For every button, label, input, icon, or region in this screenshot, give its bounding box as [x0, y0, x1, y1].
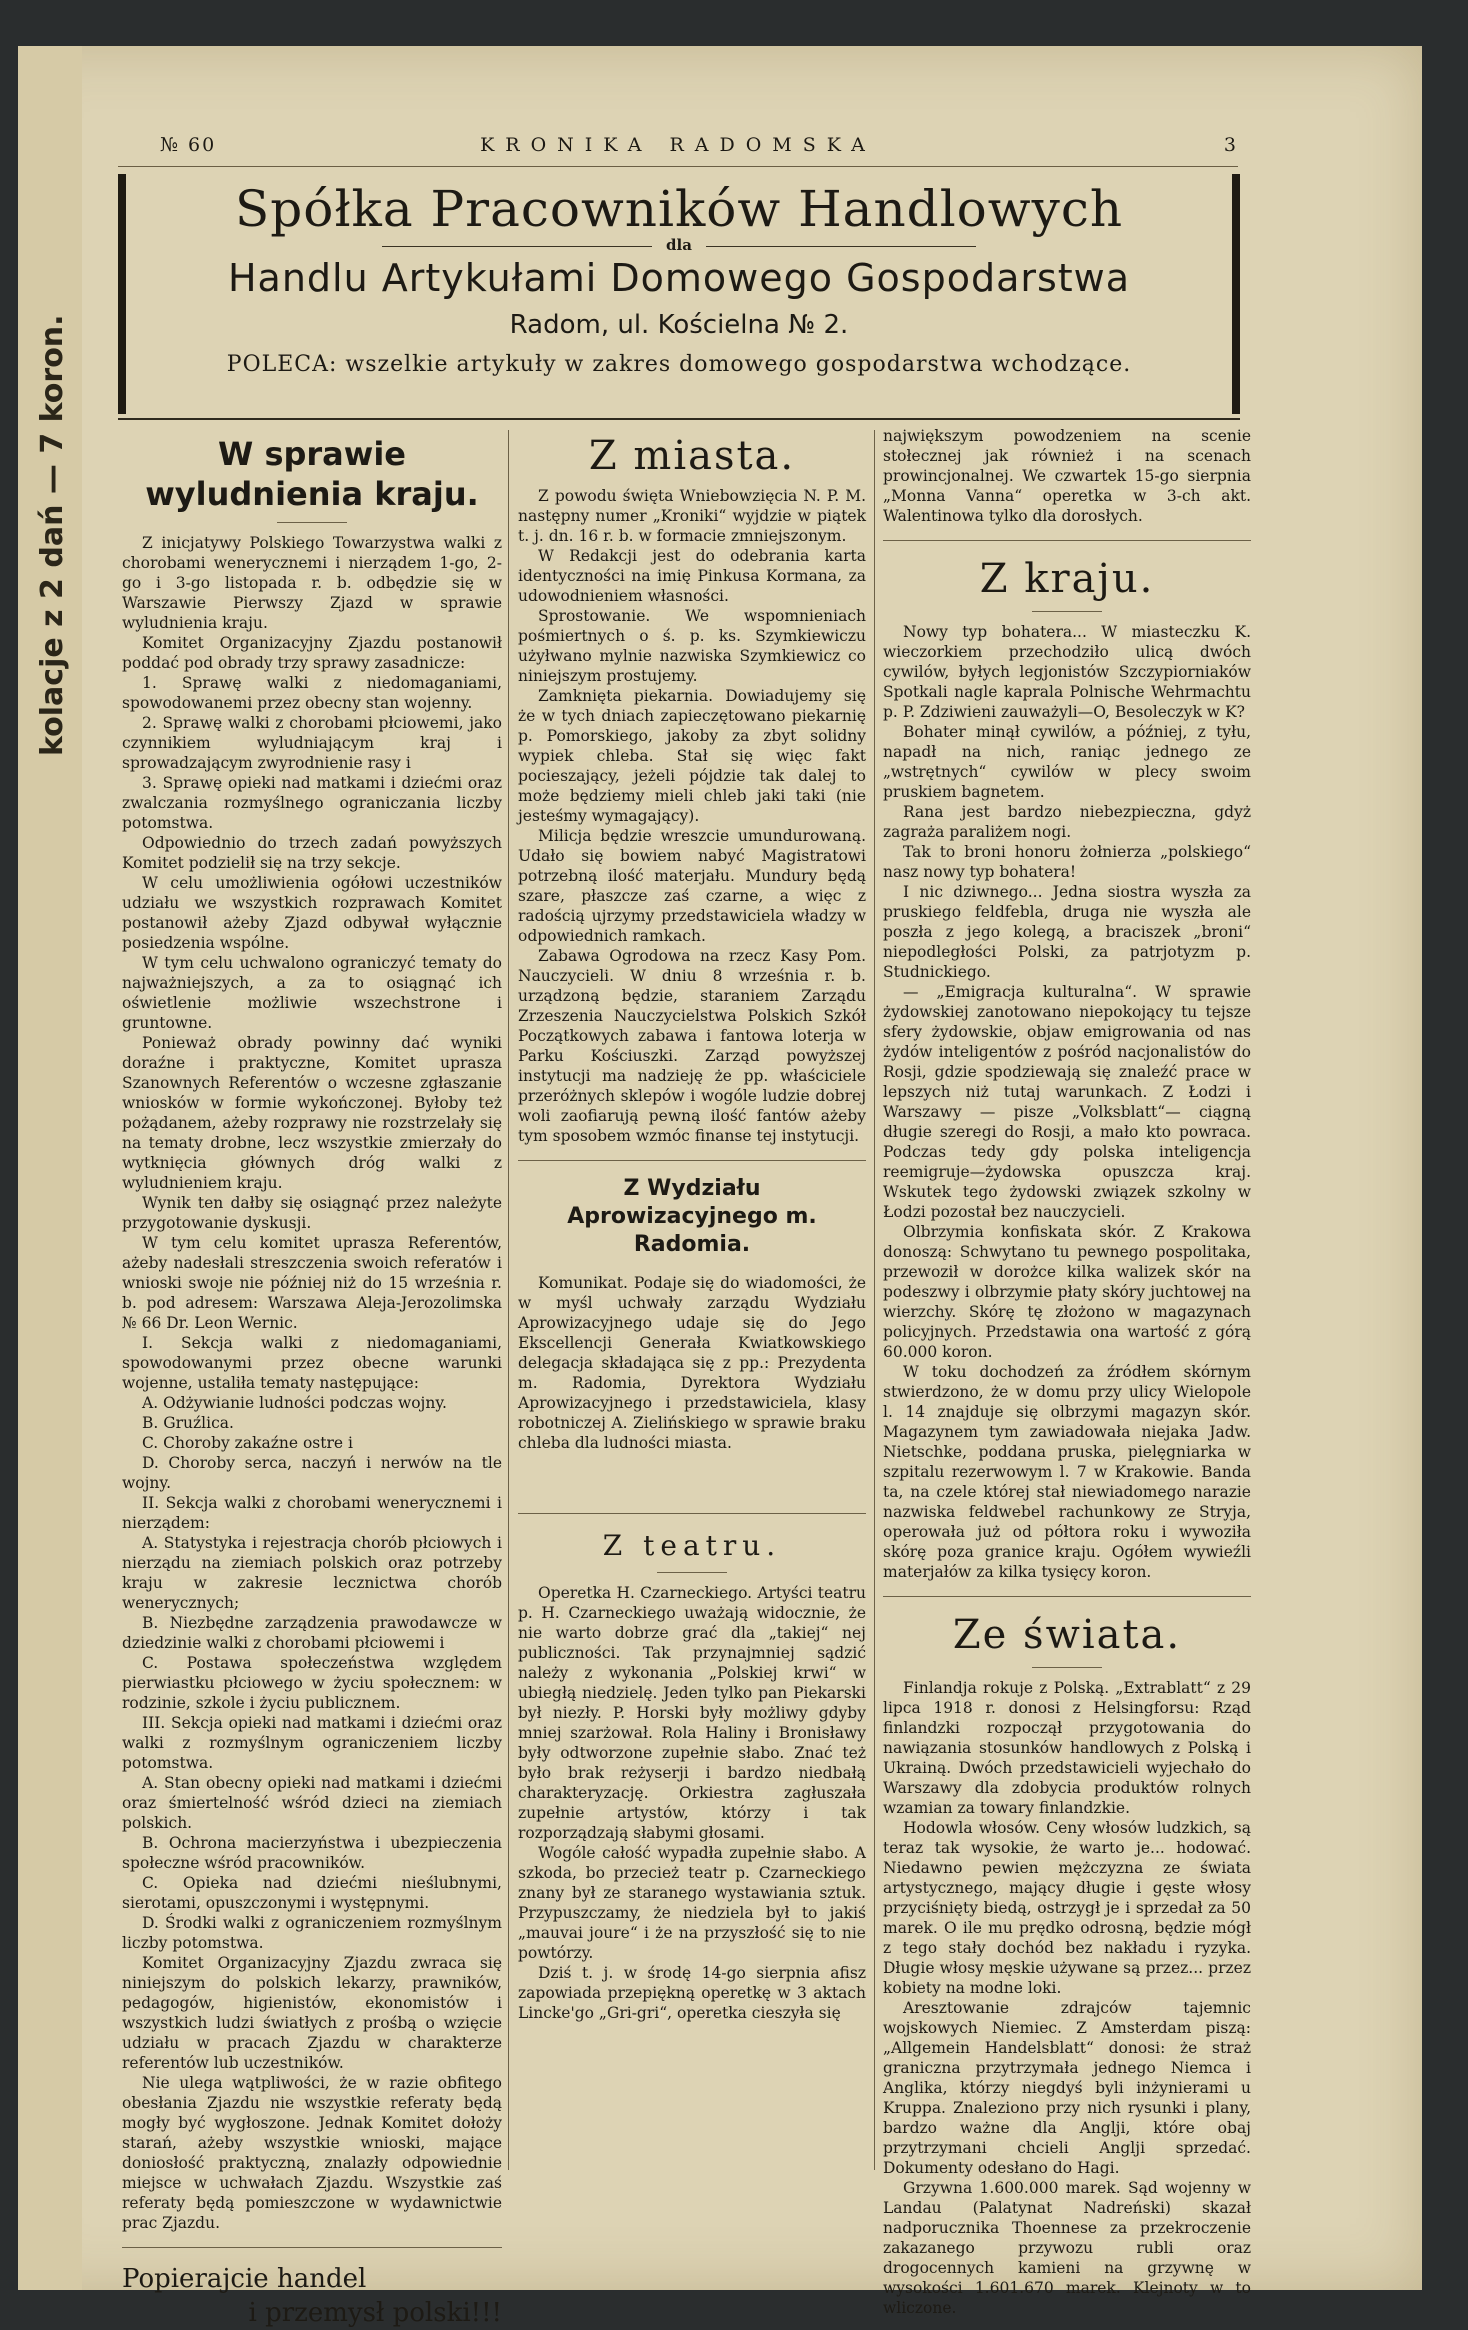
paragraph: D. Środki walki z ograniczeniem rozmyślnym liczby potomstwa. [122, 1914, 502, 1952]
section-title-teatr: Z teatru. [602, 1529, 782, 1562]
newspaper-page [18, 46, 1422, 2328]
paragraph: Milicja będzie wreszcie umundurowaną. Udało się bowiem nabyć Magistratowi potrzebną ilość materjału. Mundury będą szare, płaszcze zaś czarne, a więc z radością ujrzymy przedstawiciela władzy w odpowiednich ramkach. [518, 827, 866, 945]
section-title-swiat: Ze świata. [952, 1612, 1182, 1658]
paragraph: W tym celu uchwalono ograniczyć tematy do najważniejszych, a za to osiągnąć ich oświetlenie możliwie wszechstrone i gruntowne. [122, 954, 502, 1032]
section-rule [518, 1513, 866, 1514]
paragraph: — „Emigracja kulturalna“. W sprawie żydowskiej zanotowano niepokojący tu tejsze sfery żydowskie, objaw emigrowania od nas żydów inteligentów z pośród nacjonalistów do Rosji, gdzie spodziewają się znaleźć prace w lepszych niż tutaj warunkach. Z Łodzi i Warszawy — pisze „Volksblatt“— ciągną długie szeregi do Rosji, a mało kto powraca. Podczas tedy gdy polska inteligencja reemigruje—żydowska opuszcza kraj. Wskutek tego żydowski związek szkolny w Łodzi pozostał bez nauczycieli. [883, 983, 1251, 1221]
paragraph: Bohater minął cywilów, a później, z tyłu, napadł na nich, raniąc jednego ze „wstrętnych“ cywilów w plecy swoim pruskiem bagnetem. [883, 723, 1251, 801]
paragraph: Rana jest bardzo niebezpieczna, gdyż zagraża paraliżem nogi. [883, 803, 1251, 841]
paragraph: Z powodu święta Wniebowzięcia N. P. M. następny numer „Kroniki“ wyjdzie w piątek t. j. dn. 16 r. b. w formacie zmniejszonym. [518, 487, 866, 545]
paragraph: Zabawa Ogrodowa na rzecz Kasy Pom. Nauczycieli. W dniu 8 września r. b. urządzoną będzie, staraniem Zarządu Zrzeszenia Nauczycielstwa Polskich Szkół Początkowych zabawa i fantowa loterja w Parku Kościuszki. Zarząd powyższej instytucji ma nadzieję że pp. właściciele przeróżnych sklepów i wogóle ludzie dobrej woli zaofiarują pewną ilość fantów ażeby tym sposobem wzmóc finanse tej instytucji. [518, 947, 866, 1145]
paragraph: Odpowiednio do trzech zadań powyższych Komitet podzielił się na trzy sekcje. [122, 834, 502, 872]
paragraph: A. Stan obecny opieki nad matkami i dziećmi oraz śmiertelność wśród dzieci na ziemiach polskich. [122, 1774, 502, 1832]
advertisement-banner [118, 174, 1240, 414]
paragraph: Grzywna 1.600.000 marek. Sąd wojenny w Landau (Palatynat Nadreński) skazał nadporucznika Thoennese za przekroczenie zakazanego przywozu rubli oraz drogocennych kamieni na grzywnę w wysokości 1.601.670 marek. Klejnoty w to wliczone. [883, 2179, 1251, 2317]
paragraph: Nowy typ bohatera... W miasteczku K. wieczorkiem przechodziło ulicą dwóch cywilów, byłych legjonistów Szczypiorniaków Spotkali nagle kaprala Polnische Wehrmachtu p. P. Zdziwieni zauważyli—O, Besoleczyk w K? [883, 623, 1251, 721]
section-title-miasta: Z miasta. [588, 433, 796, 479]
paragraph: Wogóle całość wypadła zupełnie słabo. A szkoda, bo przecież teatr p. Czarneckiego znany był ze staranego wystawiania sztuk. Przypuszczamy, że niedziela był to jakiś „mauvai joure“ i że na przyszłość się to nie powtórzy. [518, 1844, 866, 1962]
slogan-line-2: i przemysł polski!!! [248, 2298, 502, 2328]
banner-trade-line: Handlu Artykułami Domowego Gospodarstwa [227, 256, 1131, 300]
section-rule [883, 1596, 1251, 1597]
paragraph: W toku dochodzeń za źródłem skórnym stwierdzono, że w domu przy ulicy Wielopole l. 14 znajduje się olbrzymi magazyn skór. Magazynem tym zawiadowała niejaka Jadw. Nietschke, poddana pruska, pielęgniarka w szpitalu rezerwowym l. 7 w Krakowie. Banda ta, na czele której stał niewiadomego narazie nazwiska feldwebel rachunkowy ze Stryja, operowała już od półtora roku i wywoziła skórę poza granice kraju. Ogółem wywieźli materjałów za kilka tysięcy koron. [883, 1363, 1251, 1581]
paragraph: Z inicjatywy Polskiego Towarzystwa walki z chorobami wenerycznemi i nierządem 1-go, 2-go i 3-go listopada r. b. odbędzie się w Warszawie Pierwszy Zjazd w sprawie wyludnienia kraju. [122, 534, 502, 632]
section-title-aprowizacja: Z Wydziału Aprowizacyjnego m. Radomia. [567, 1176, 817, 1257]
paragraph: W Redakcji jest do odebrania karta identyczności na imię Pinkusa Kormana, za udowodnieniem własności. [518, 547, 866, 605]
column-middle [518, 430, 866, 2023]
title-rule [277, 522, 347, 523]
paragraph: III. Sekcja opieki nad matkami i dziećmi oraz walki z rozmyślnym ograniczeniem liczby potomstwa. [122, 1714, 502, 1772]
running-header [118, 126, 1238, 167]
paragraph: W tym celu komitet uprasza Referentów, ażeby nadesłali streszczenia swoich referatów i wnioski swoje nie później niż do 15 września r. b. pod adresem: Warszawa Aleja-Jerozolimska № 66 Dr. Leon Wernic. [122, 1234, 502, 1332]
title-rule [1032, 611, 1102, 612]
paragraph: Komitet Organizacyjny Zjazdu zwraca się niniejszym do polskich lekarzy, prawników, pedagogów, higienistów, ekonomistów i wszystkich ludzi światłych z prośbą o wzięcie udziału w pracach Zjazdu w charakterze referentów lub uczestników. [122, 1954, 502, 2072]
paragraph: B. Gruźlica. [142, 1414, 234, 1432]
section-rule [518, 1160, 866, 1161]
title-rule [1032, 1667, 1102, 1668]
paragraph: A. Odżywianie ludności podczas wojny. [142, 1394, 447, 1412]
paragraph: I. Sekcja walki z niedomaganiami, spowodowanymi przez obecne warunki wojenne, ustaliła tematy następujące: [122, 1334, 502, 1392]
section-title-kraj: Z kraju. [979, 556, 1155, 602]
column-divider [508, 430, 509, 2170]
side-advertisement-strip [18, 46, 82, 2290]
column-divider [874, 430, 875, 2170]
paragraph: Operetka H. Czarneckiego. Artyści teatru p. H. Czarneckiego uważają widocznie, że nie warto dobrze grać dla „takiej“ nej publiczności. Tak przynajmniej sądzić należy z wykonania „Polskiej krwi“ w ubiegłą niedzielę. Jeden tylko pan Piekarski był niezły. P. Horski były możliwy gdyby mniej szarżował. Rola Haliny i Bronisławy były odtworzone zupełnie słabo. Znać też było brak reżyserji i bardzo niedbałą charakteryzację. Orkiestra zagłuszała zupełnie artystów, którzy i tak rozporządzają słabymi głosami. [518, 1584, 866, 1842]
banner-address: Radom, ul. Kościelna № 2. [509, 310, 849, 340]
banner-offer: POLECA: wszelkie artykuły w zakres domowego gospodarstwa wchodzące. [226, 352, 1132, 377]
paragraph: Hodowla włosów. Ceny włosów ludzkich, są teraz tak wysokie, że warto je... hodować. Niedawno pewien mężczyzna ze świata artystycznego, mający długie i gęste włosy przyciśnięty biedą, ostrzygł je i sprzedał za 50 marek. O ile mu prędko odrosną, będzie mógł z tego stały dochód bez nakładu i ryzyka. Długie włosy męskie używane są przez... przez kobiety na modne loki. [883, 1819, 1251, 1997]
paragraph: Komitet Organizacyjny Zjazdu postanowił poddać pod obrady trzy sprawy zasadnicze: [122, 634, 502, 672]
section-rule [883, 540, 1251, 541]
paragraph: Nie ulega wątpliwości, że w razie obfitego obesłania Zjazdu nie wszystkie referaty będą mogły być wygłoszone. Jednak Komitet dołoży starań, ażeby wszystkie wnioski, mające doniosłość praktyczną, znalazły odpowiednie miejsce w uchwałach Zjazdu. Wszystkie zaś referaty będą pomieszczone w wydawnictwie prac Zjazdu. [122, 2074, 502, 2232]
article-title: W sprawie wyludnienia kraju. [145, 435, 479, 513]
banner-company-name: Spółka Pracowników Handlowych [234, 180, 1124, 238]
paragraph: C. Choroby zakaźne ostre i [142, 1434, 353, 1452]
paragraph: 1. Sprawę walki z niedomaganiami, spowodowanemi przez obecny stan wojenny. [122, 674, 502, 712]
paragraph: Finlandja rokuje z Polską. „Extrablatt“ z 29 lipca 1918 r. donosi z Helsingforsu: Rząd finlandzki rozpoczął przygotowania do nawiązania stosunków handlowych z Polską i Ukrainą. Dwóch przedstawicieli wyjechało do Warszawy dla zdobycia produktów rolnych wzamian za towary finlandzkie. [883, 1679, 1251, 1817]
paragraph: Wynik ten dałby się osiągnąć przez należyte przygotowanie dyskusji. [122, 1194, 502, 1232]
paragraph: B. Niezbędne zarządzenia prawodawcze w dziedzinie walki z chorobami płciowemi i [122, 1614, 502, 1652]
side-ad-text: kolacje z 2 dań — 7 koron. [35, 314, 70, 756]
paragraph: Olbrzymia konfiskata skór. Z Krakowa donoszą: Schwytano tu pewnego pospolitaka, przewoził w dorożce kilka walizek skór na podeszwy i olbrzymie płaty skóry juchtowej na wierzchy. Skórę tę złożono w magazynach policyjnych. Przedstawia ona wartość z górą 60.000 koron. [883, 1223, 1251, 1361]
page-number: 3 [1223, 134, 1238, 156]
paragraph: I nic dziwnego... Jedna siostra wyszła za pruskiego feldfebla, druga nie wyszła ale poszła z jego kolegą, a braciszek „broni“ niepodległości Polski, za patrjotyzm p. Studnickiego. [883, 883, 1251, 981]
paragraph: Zamknięta piekarnia. Dowiadujemy się że w tych dniach zapieczętowano piekarnię p. Pomorskiego, jakoby za zbyt solidny wypiek chleba. Stał się więc fakt pocieszający, jeżeli pójdzie tak dalej to może będziemy mieli chleb jaki taki (nie jesteśmy wymagający). [518, 687, 866, 825]
title-rule [657, 1572, 727, 1573]
paragraph: W celu umożliwienia ogółowi uczestników udziału we wszystkich rozprawach Komitet postanowił ażeby Zjazd odbywał wyłącznie posiedzenia wspólne. [122, 874, 502, 952]
banner-rule [118, 418, 1240, 420]
paragraph: C. Postawa społeczeństwa względem pierwiastku płciowego w życiu społecznem: w rodzinie, szkole i życiu publicznem. [122, 1654, 502, 1712]
paragraph: Ponieważ obrady powinny dać wyniki doraźne i praktyczne, Komitet uprasza Szanownych Referentów o wczesne zgłaszanie wniosków w formie wykończonej. Byłoby też pożądanem, ażeby rozprawy nie rozstrzelały się na tematy drobne, lecz wszystkie zmierzały do wytknięcia głównych dróg walki z wyludnieniem kraju. [122, 1034, 502, 1192]
paragraph: C. Opieka nad dziećmi nieślubnymi, sierotami, opuszczonymi i występnymi. [122, 1874, 502, 1912]
column-left [122, 430, 502, 2330]
paragraph: Tak to broni honoru żołnierza „polskiego“ nasz nowy typ bohatera! [883, 843, 1251, 881]
paragraph: 3. Sprawę opieki nad matkami i dziećmi oraz zwalczania rozmyślnego ograniczania liczby potomstwa. [122, 774, 502, 832]
paragraph: D. Choroby serca, naczyń i nerwów na tle wojny. [122, 1454, 502, 1492]
paragraph: 2. Sprawę walki z chorobami płciowemi, jako czynnikiem wyludniającym kraj i sprowadzającym zwyrodnienie rasy i [122, 714, 502, 772]
paragraph: Dziś t. j. w środę 14-go sierpnia afisz zapowiada przepiękną operetkę w 3 aktach Lincke'go „Gri-gri“, operetka cieszyła się [518, 1964, 866, 2022]
slogan-line-1: Popierajcie handel [122, 2264, 367, 2294]
paragraph: Komunikat. Podaje się do wiadomości, że w myśl uchwały zarządu Wydziału Aprowizacyjnego udaje się do Jego Ekscellencji Generała Kwiatkowskiego delegacja składająca się z pp.: Prezydenta m. Radomia, Dyrektora Wydziału Aprowizacyjnego i przedstawiciela, klasy robotniczej A. Zielińskiego w sprawie braku chleba dla ludności miasta. [518, 1274, 866, 1452]
paragraph: II. Sekcja walki z chorobami wenerycznemi i nierządem: [122, 1494, 502, 1532]
banner-dla-line: dla [126, 236, 1232, 254]
paragraph: B. Ochrona macierzyństwa i ubezpieczenia społeczne wśród pracowników. [122, 1834, 502, 1872]
closing-slogan [122, 2262, 502, 2330]
paragraph: Aresztowanie zdrajców tajemnic wojskowych Niemiec. Z Amsterdam piszą: „Allgemein Handelsblatt“ donosi: że straż graniczna przytrzymała jednego Niemca i Anglika, którzy niegdyś byli inżynierami u Kruppa. Znaleziono przy nich rysunki i plany, bardzo ważne dla Anglji, które obaj przytrzymani chcieli Anglji sprzedać. Dokumenty odesłano do Hagi. [883, 1999, 1251, 2177]
newspaper-title: KRONIKA RADOMSKA [480, 134, 876, 156]
issue-number: № 60 [160, 134, 217, 156]
paragraph: Sprostowanie. We wspomnieniach pośmiertnych o ś. p. ks. Szymkiewiczu użyłwano mylnie nazwiska Szymkiewicz co niniejszym prostujemy. [518, 607, 866, 685]
section-rule [122, 2247, 502, 2248]
paragraph: największym powodzeniem na scenie stołecznej jak również i na scenach prowincjonalnej. We czwartek 15-go sierpnia „Monna Vanna“ operetka w 3-ch akt. Walentinowa tylko dla dorosłych. [883, 427, 1251, 525]
column-right [883, 426, 1251, 2318]
paragraph: A. Statystyka i rejestracja chorób płciowych i nierządu na ziemiach polskich oraz potrzeby kraju w zakresie lecznictwa chorób wenerycznych; [122, 1534, 502, 1612]
